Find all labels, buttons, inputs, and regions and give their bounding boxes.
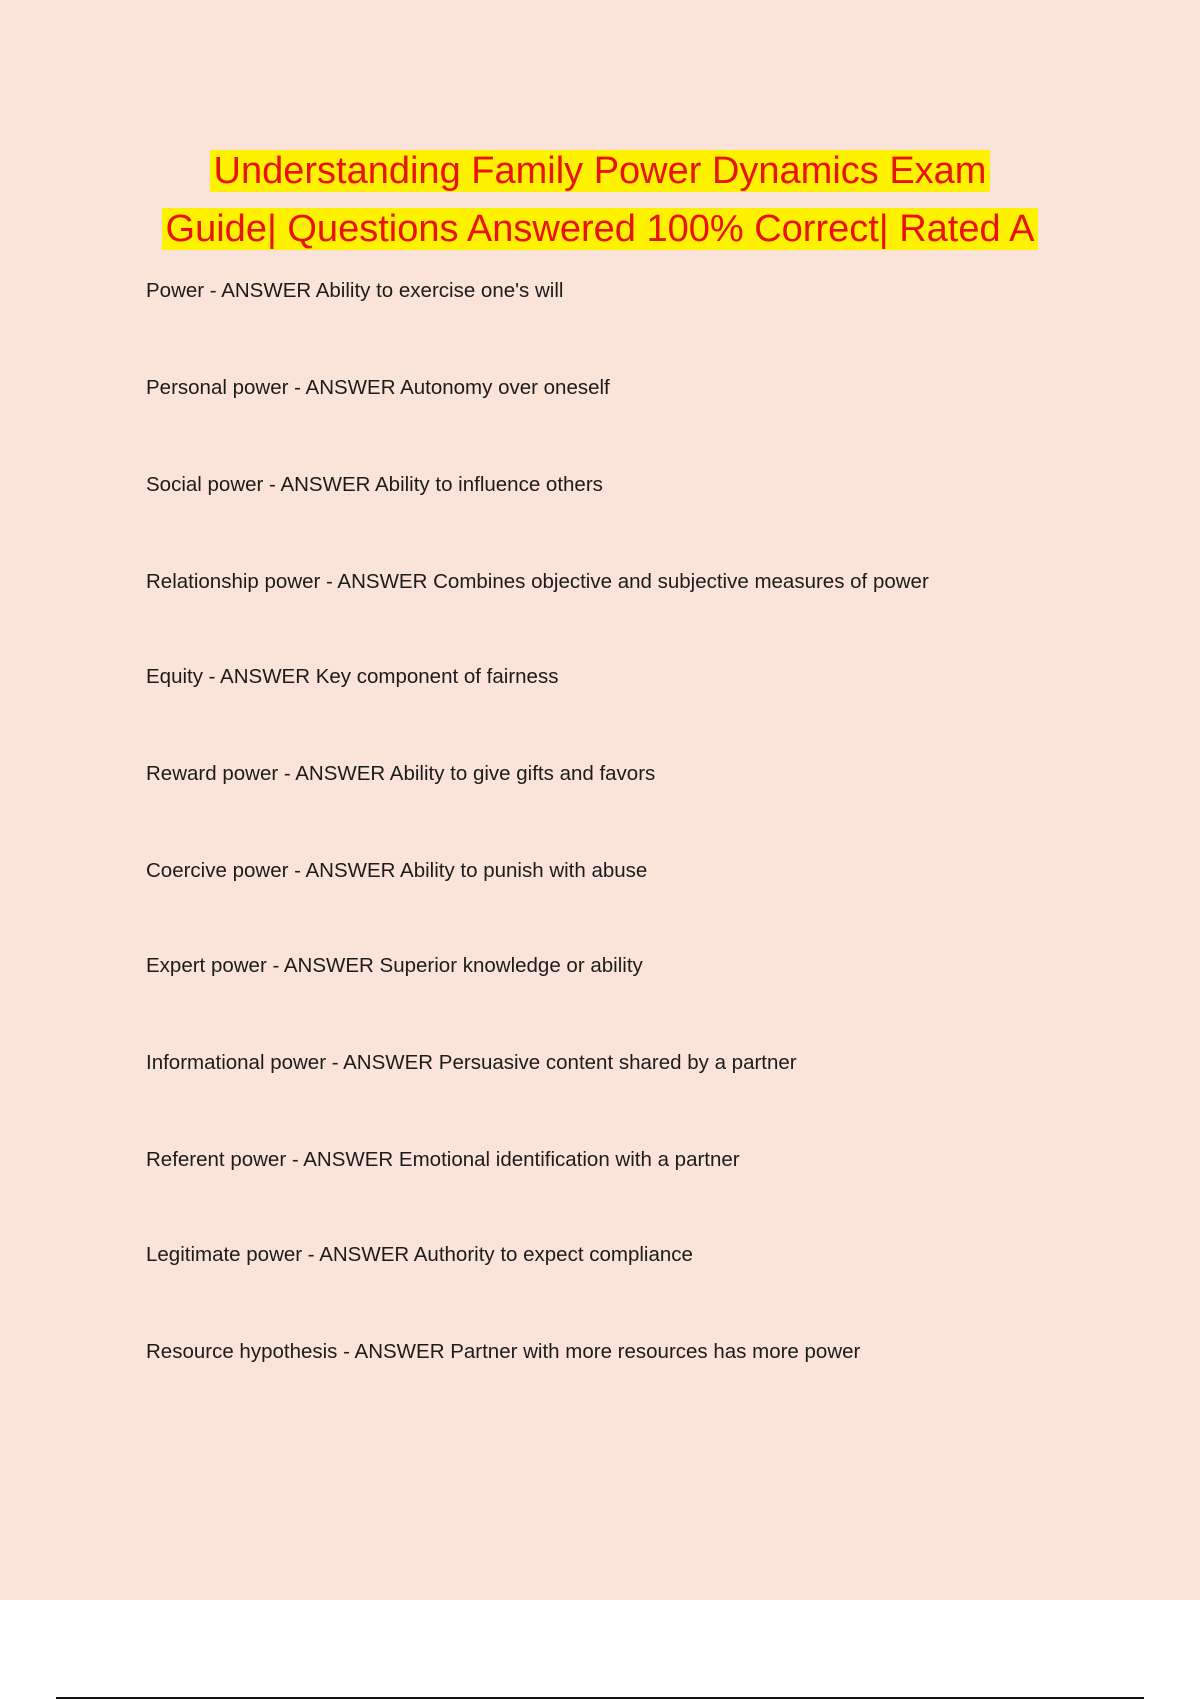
qa-entry-resource-hypothesis: Resource hypothesis - ANSWER Partner with more resources has more power	[146, 1340, 861, 1363]
qa-entry-power: Power - ANSWER Ability to exercise one's will	[146, 279, 564, 302]
qa-entry-informational-power: Informational power - ANSWER Persuasive content shared by a partner	[146, 1051, 797, 1074]
title-line-1-text: Understanding Family Power Dynamics Exam	[210, 150, 991, 192]
page-title	[0, 142, 1200, 258]
qa-entry-social-power: Social power - ANSWER Ability to influence others	[146, 473, 603, 496]
qa-entry-expert-power: Expert power - ANSWER Superior knowledge or ability	[146, 954, 643, 977]
qa-entry-reward-power: Reward power - ANSWER Ability to give gifts and favors	[146, 762, 656, 785]
qa-entry-equity: Equity - ANSWER Key component of fairness	[146, 665, 559, 688]
qa-entry-personal-power: Personal power - ANSWER Autonomy over oneself	[146, 376, 610, 399]
qa-entry-relationship-power: Relationship power - ANSWER Combines objective and subjective measures of power	[146, 570, 929, 593]
page-bottom-divider	[56, 1697, 1144, 1699]
qa-entry-coercive-power: Coercive power - ANSWER Ability to punish with abuse	[146, 859, 648, 882]
title-line-1	[0, 142, 1200, 200]
qa-entry-legitimate-power: Legitimate power - ANSWER Authority to expect compliance	[146, 1243, 693, 1266]
title-line-2	[0, 200, 1200, 258]
qa-entry-referent-power: Referent power - ANSWER Emotional identification with a partner	[146, 1148, 740, 1171]
title-line-2-text: Guide| Questions Answered 100% Correct| Rated A	[162, 208, 1039, 250]
